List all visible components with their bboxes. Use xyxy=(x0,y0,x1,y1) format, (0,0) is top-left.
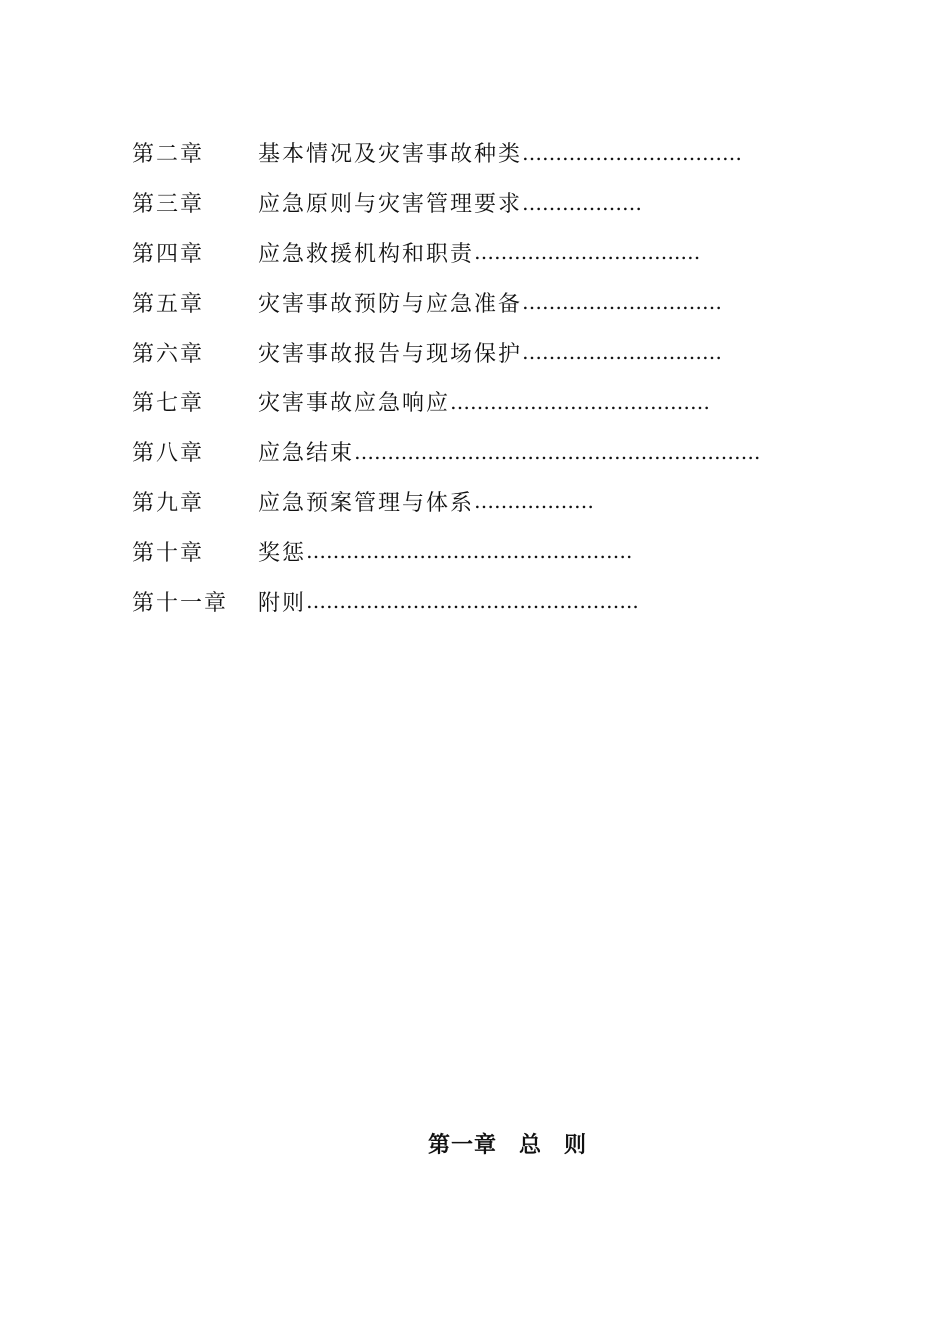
toc-dot-leader: ……………… xyxy=(522,190,643,215)
chapter-one-heading xyxy=(0,1128,950,1159)
toc-chapter-title: 应急结束 xyxy=(258,441,355,467)
toc-chapter-number: 第三章 xyxy=(132,192,205,218)
toc-chapter-title: 附则 xyxy=(258,590,307,616)
toc-dot-leader: ………………………… xyxy=(522,290,723,315)
toc-chapter-title: 奖惩 xyxy=(258,540,307,566)
toc-chapter-title: 灾害事故预防与应急准备 xyxy=(258,291,523,317)
toc-dot-leader: ………………………… xyxy=(522,340,723,365)
toc-chapter-title: 应急预案管理与体系 xyxy=(258,490,475,516)
toc-entry-chapter-9[interactable] xyxy=(132,477,892,527)
toc-chapter-number: 第八章 xyxy=(132,441,205,467)
toc-dot-leader: ………………………….… xyxy=(474,240,701,265)
toc-entry-chapter-5[interactable] xyxy=(132,277,892,327)
toc-entry-chapter-4[interactable] xyxy=(132,228,892,278)
toc-chapter-number: 第十章 xyxy=(132,540,205,566)
toc-entry-chapter-2[interactable] xyxy=(132,128,892,178)
toc-dot-leader: ……………………………………………………. xyxy=(354,439,761,464)
toc-chapter-number: 第九章 xyxy=(132,490,205,516)
heading-chapter-number: 第一章 xyxy=(427,1132,497,1158)
toc-chapter-number: 第二章 xyxy=(132,142,205,168)
toc-chapter-title: 应急原则与灾害管理要求 xyxy=(258,192,523,218)
toc-chapter-title: 应急救援机构和职责 xyxy=(258,241,475,267)
toc-entry-chapter-10[interactable] xyxy=(132,526,892,576)
toc-dot-leader: ………………………………………….. xyxy=(306,589,639,614)
toc-chapter-title: 灾害事故应急响应 xyxy=(258,391,451,417)
toc-chapter-number: 第四章 xyxy=(132,241,205,267)
toc-chapter-title: 灾害事故报告与现场保护 xyxy=(258,341,523,367)
toc-chapter-number: 第七章 xyxy=(132,391,205,417)
toc-chapter-number: 第十一章 xyxy=(132,590,229,616)
toc-entry-chapter-8[interactable] xyxy=(132,427,892,477)
heading-title-part-1: 总 xyxy=(518,1132,542,1158)
toc-entry-chapter-11[interactable] xyxy=(132,576,892,626)
table-of-contents xyxy=(132,128,892,626)
toc-entry-chapter-6[interactable] xyxy=(132,327,892,377)
heading-title-part-2: 则 xyxy=(564,1132,588,1158)
toc-chapter-number: 第五章 xyxy=(132,291,205,317)
toc-dot-leader: ………………………………… xyxy=(450,389,711,414)
toc-dot-leader: …………………………………………. xyxy=(306,539,633,564)
toc-entry-chapter-7[interactable] xyxy=(132,377,892,427)
toc-chapter-number: 第六章 xyxy=(132,341,205,367)
toc-entry-chapter-3[interactable] xyxy=(132,178,892,228)
toc-chapter-title: 基本情况及灾害事故种类 xyxy=(258,142,523,168)
toc-dot-leader: …………………………… xyxy=(522,140,743,165)
toc-dot-leader: ……………… xyxy=(474,489,595,514)
